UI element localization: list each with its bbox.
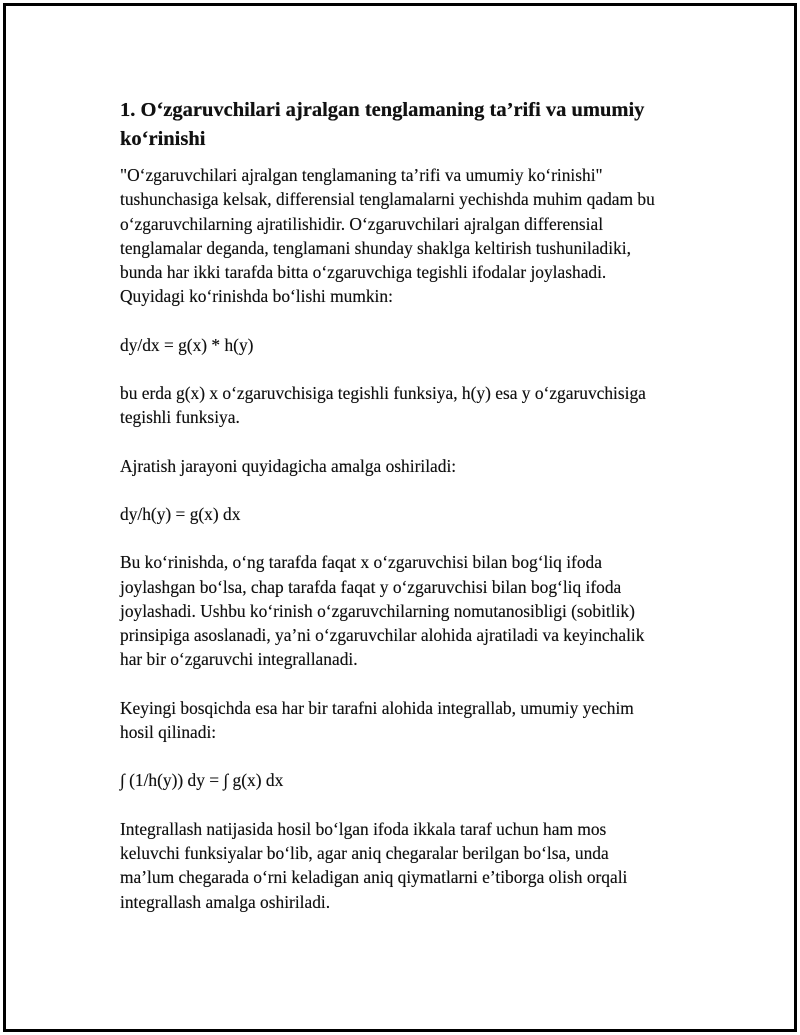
heading-line: 1. O‘zgaruvchilari ajralgan tenglamaning ta’rifi va umumiy [120,99,645,121]
text-line: Ajratish jarayoni quyidagicha amalga oshiriladi: [120,455,457,476]
equation-separated [120,502,700,526]
page-frame [3,3,797,1032]
text-line: har bir o‘zgaruvchi integrallanadi. [120,649,358,670]
paragraph-definition [120,163,700,309]
paragraph-integration-intro [120,696,700,745]
equation-line: ∫ (1/h(y)) dy = ∫ g(x) dx [120,770,284,791]
equation-integral [120,768,700,792]
text-line: bunda har ikki tarafda bitta o‘zgaruvchiga tegishli ifodalar joylashadi. [120,262,607,283]
text-line: Quyidagi ko‘rinishda bo‘lishi mumkin: [120,286,393,307]
text-line: tushunchasiga kelsak, differensial tenglamalarni yechishda muhim qadam bu [120,189,655,210]
paragraph-explanation [120,381,700,430]
equation-line: dy/dx = g(x) * h(y) [120,334,254,355]
paragraph-integration-result [120,817,700,914]
text-line: Integrallash natijasida hosil bo‘lgan ifoda ikkala taraf uchun ham mos [120,818,607,839]
paragraph-separated-form [120,550,700,671]
text-line: Bu ko‘rinishda, o‘ng tarafda faqat x o‘zgaruvchisi bilan bog‘liq ifoda [120,552,602,573]
equation-general-form [120,333,700,357]
text-line: joylashgan bo‘lsa, chap tarafda faqat y o‘zgaruvchisi bilan bog‘liq ifoda [120,576,622,597]
text-line: tenglamalar deganda, tenglamani shunday shaklga keltirish tushuniladiki, [120,237,631,258]
text-line: ma’lum chegarada o‘rni keladigan aniq qiymatlarni e’tiborga olish orqali [120,867,628,888]
text-line: o‘zgaruvchilarning ajratilishidir. O‘zgaruvchilari ajralgan differensial [120,213,604,234]
document-body [120,96,700,938]
text-line: joylashadi. Ushbu ko‘rinish o‘zgaruvchilarning nomutanosibligi (sobitlik) [120,600,635,621]
text-line: "O‘zgaruvchilari ajralgan tenglamaning ta’rifi va umumiy ko‘rinishi" [120,165,603,185]
text-line: keluvchi funksiyalar bo‘lib, agar aniq chegaralar berilgan bo‘lsa, unda [120,842,609,863]
text-line: tegishli funksiya. [120,407,240,428]
heading-line: ko‘rinishi [120,128,206,150]
text-line: bu erda g(x) x o‘zgaruvchisiga tegishli funksiya, h(y) esa y o‘zgaruvchisiga [120,383,646,404]
text-line: Keyingi bosqichda esa har bir tarafni alohida integrallab, umumiy yechim [120,697,634,718]
text-line: hosil qilinadi: [120,722,217,743]
text-line: integrallash amalga oshiriladi. [120,891,331,912]
text-line: prinsipiga asoslanadi, ya’ni o‘zgaruvchilar alohida ajratiladi va keyinchalik [120,625,645,646]
equation-line: dy/h(y) = g(x) dx [120,503,241,524]
section-heading [120,96,700,154]
paragraph-separation-intro [120,454,700,478]
